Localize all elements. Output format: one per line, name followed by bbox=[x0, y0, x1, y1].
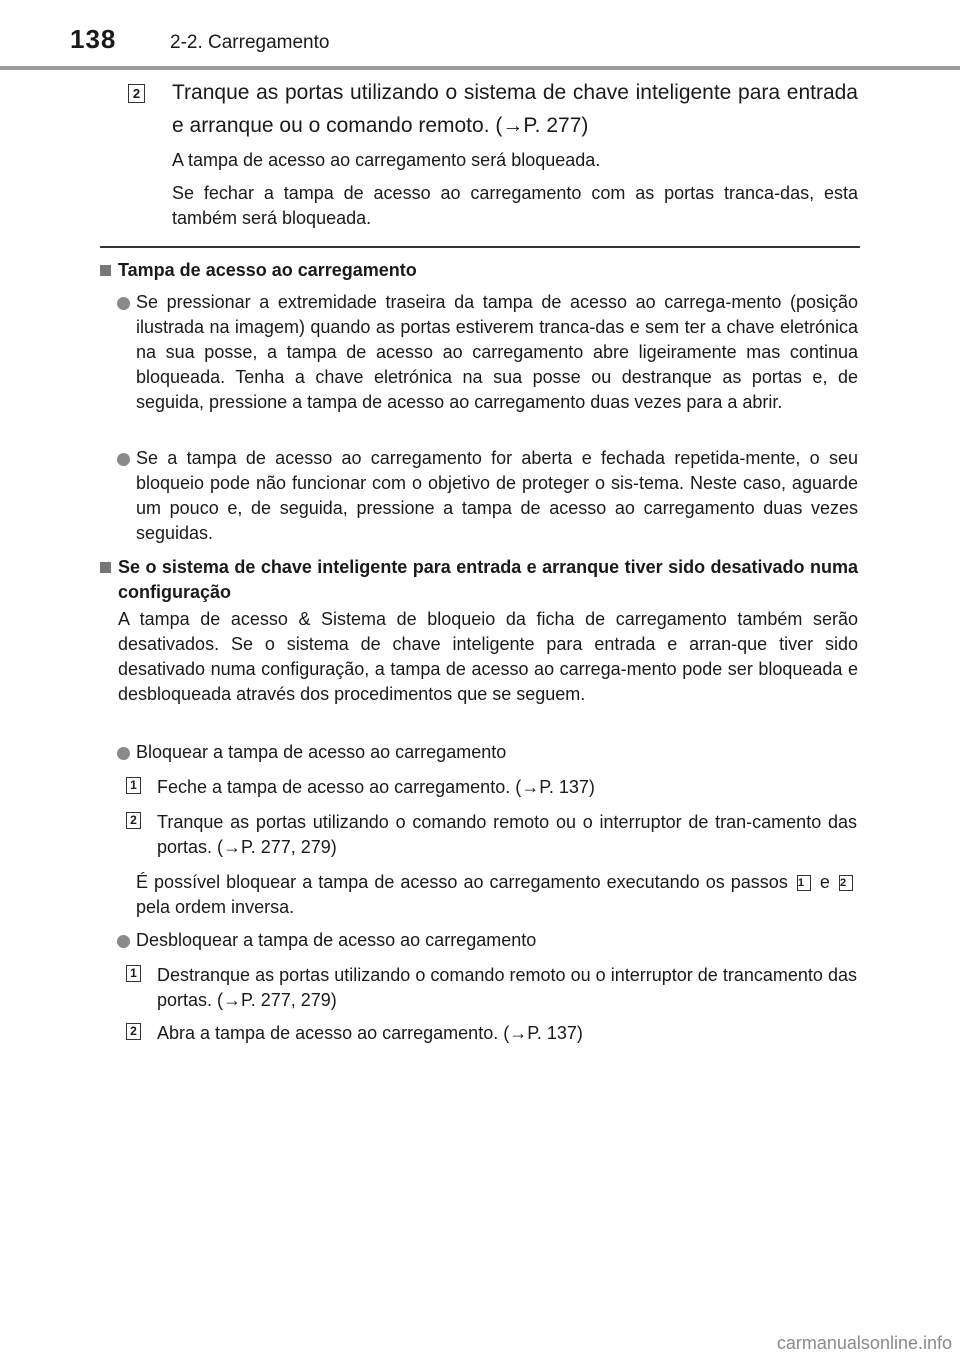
header-rule bbox=[0, 66, 960, 70]
step-badge-1: 1 bbox=[126, 965, 141, 983]
section2-intro: A tampa de acesso & Sistema de bloqueio da ficha de carregamento também serão desativados. Se o sistema de chave inteligente para entrada e arran-que tiver sido desativado numa configuração, a tampa de acesso ao carrega-mento pode ser bloqueada e desbloqueada através dos procedimentos que se seguem. bbox=[118, 609, 858, 704]
section-divider bbox=[100, 246, 860, 248]
bullet-dot-icon bbox=[117, 297, 130, 310]
lock-step-2: Tranque as portas utilizando o comando remoto ou o interruptor de tran-camento das portas. (→P. 277, 279) bbox=[157, 812, 857, 857]
section1-bullet-1: Se pressionar a extremidade traseira da tampa de acesso ao carrega-mento (posição ilustrada na imagem) quando as portas estiverem tranca-das e sem ter a chave eletrónica na sua posse, a tampa de acesso ao carregamento abre ligeiramente mas continua bloqueada. Tenha a chave eletrónica na sua posse ou destranque as portas e, de seguida, pressione a tampa de acesso ao carregamento duas vezes para a abrir. bbox=[136, 292, 858, 412]
lock-note: É possível bloquear a tampa de acesso ao carregamento executando os passos 1 e 2 pela ordem inversa. bbox=[136, 870, 856, 920]
step-badge-2: 2 bbox=[126, 1023, 141, 1041]
inline-badge-2: 2 bbox=[839, 875, 853, 891]
step-badge-1: 1 bbox=[126, 777, 141, 795]
unlock-step-1: Destranque as portas utilizando o comando remoto ou o interruptor de trancamento das portas. (→P. 277, 279) bbox=[157, 965, 857, 1010]
page-number: 138 bbox=[70, 24, 117, 54]
watermark: carmanualsonline.info bbox=[776, 1333, 952, 1353]
section1-bullet-2: Se a tampa de acesso ao carregamento for aberta e fechada repetida-mente, o seu bloqueio pode não funcionar com o objetivo de proteger o sis-tema. Neste caso, aguarde um pouco e, de seguida, pressione a tampa de acesso ao carregamento duas vezes seguidas. bbox=[136, 448, 858, 543]
section-square-icon bbox=[100, 265, 111, 276]
section-title: 2-2. Carregamento bbox=[170, 32, 330, 53]
section1-title: Tampa de acesso ao carregamento bbox=[118, 260, 417, 280]
unlock-heading: Desbloquear a tampa de acesso ao carregamento bbox=[136, 930, 537, 950]
inline-badge-1: 1 bbox=[797, 875, 811, 891]
lock-step-1: Feche a tampa de acesso ao carregamento. (→P. 137) bbox=[157, 777, 595, 797]
bullet-dot-icon bbox=[117, 935, 130, 948]
section2-title: Se o sistema de chave inteligente para entrada e arranque tiver sido desativado numa configuração bbox=[118, 557, 858, 602]
step-note-2: Se fechar a tampa de acesso ao carregamento com as portas tranca-das, esta também será bloqueada. bbox=[172, 183, 858, 228]
step-badge-2: 2 bbox=[128, 84, 145, 103]
unlock-step-2: Abra a tampa de acesso ao carregamento. (→P. 137) bbox=[157, 1023, 583, 1043]
page-header bbox=[0, 0, 960, 70]
step-note-1: A tampa de acesso ao carregamento será bloqueada. bbox=[172, 150, 601, 170]
step-text: Tranque as portas utilizando o sistema de chave inteligente para entrada e arranque ou o comando remoto. (→P. 277) bbox=[172, 81, 858, 137]
step-badge-2: 2 bbox=[126, 812, 141, 830]
bullet-dot-icon bbox=[117, 453, 130, 466]
lock-heading: Bloquear a tampa de acesso ao carregamento bbox=[136, 742, 507, 762]
section-square-icon bbox=[100, 562, 111, 573]
bullet-dot-icon bbox=[117, 747, 130, 760]
